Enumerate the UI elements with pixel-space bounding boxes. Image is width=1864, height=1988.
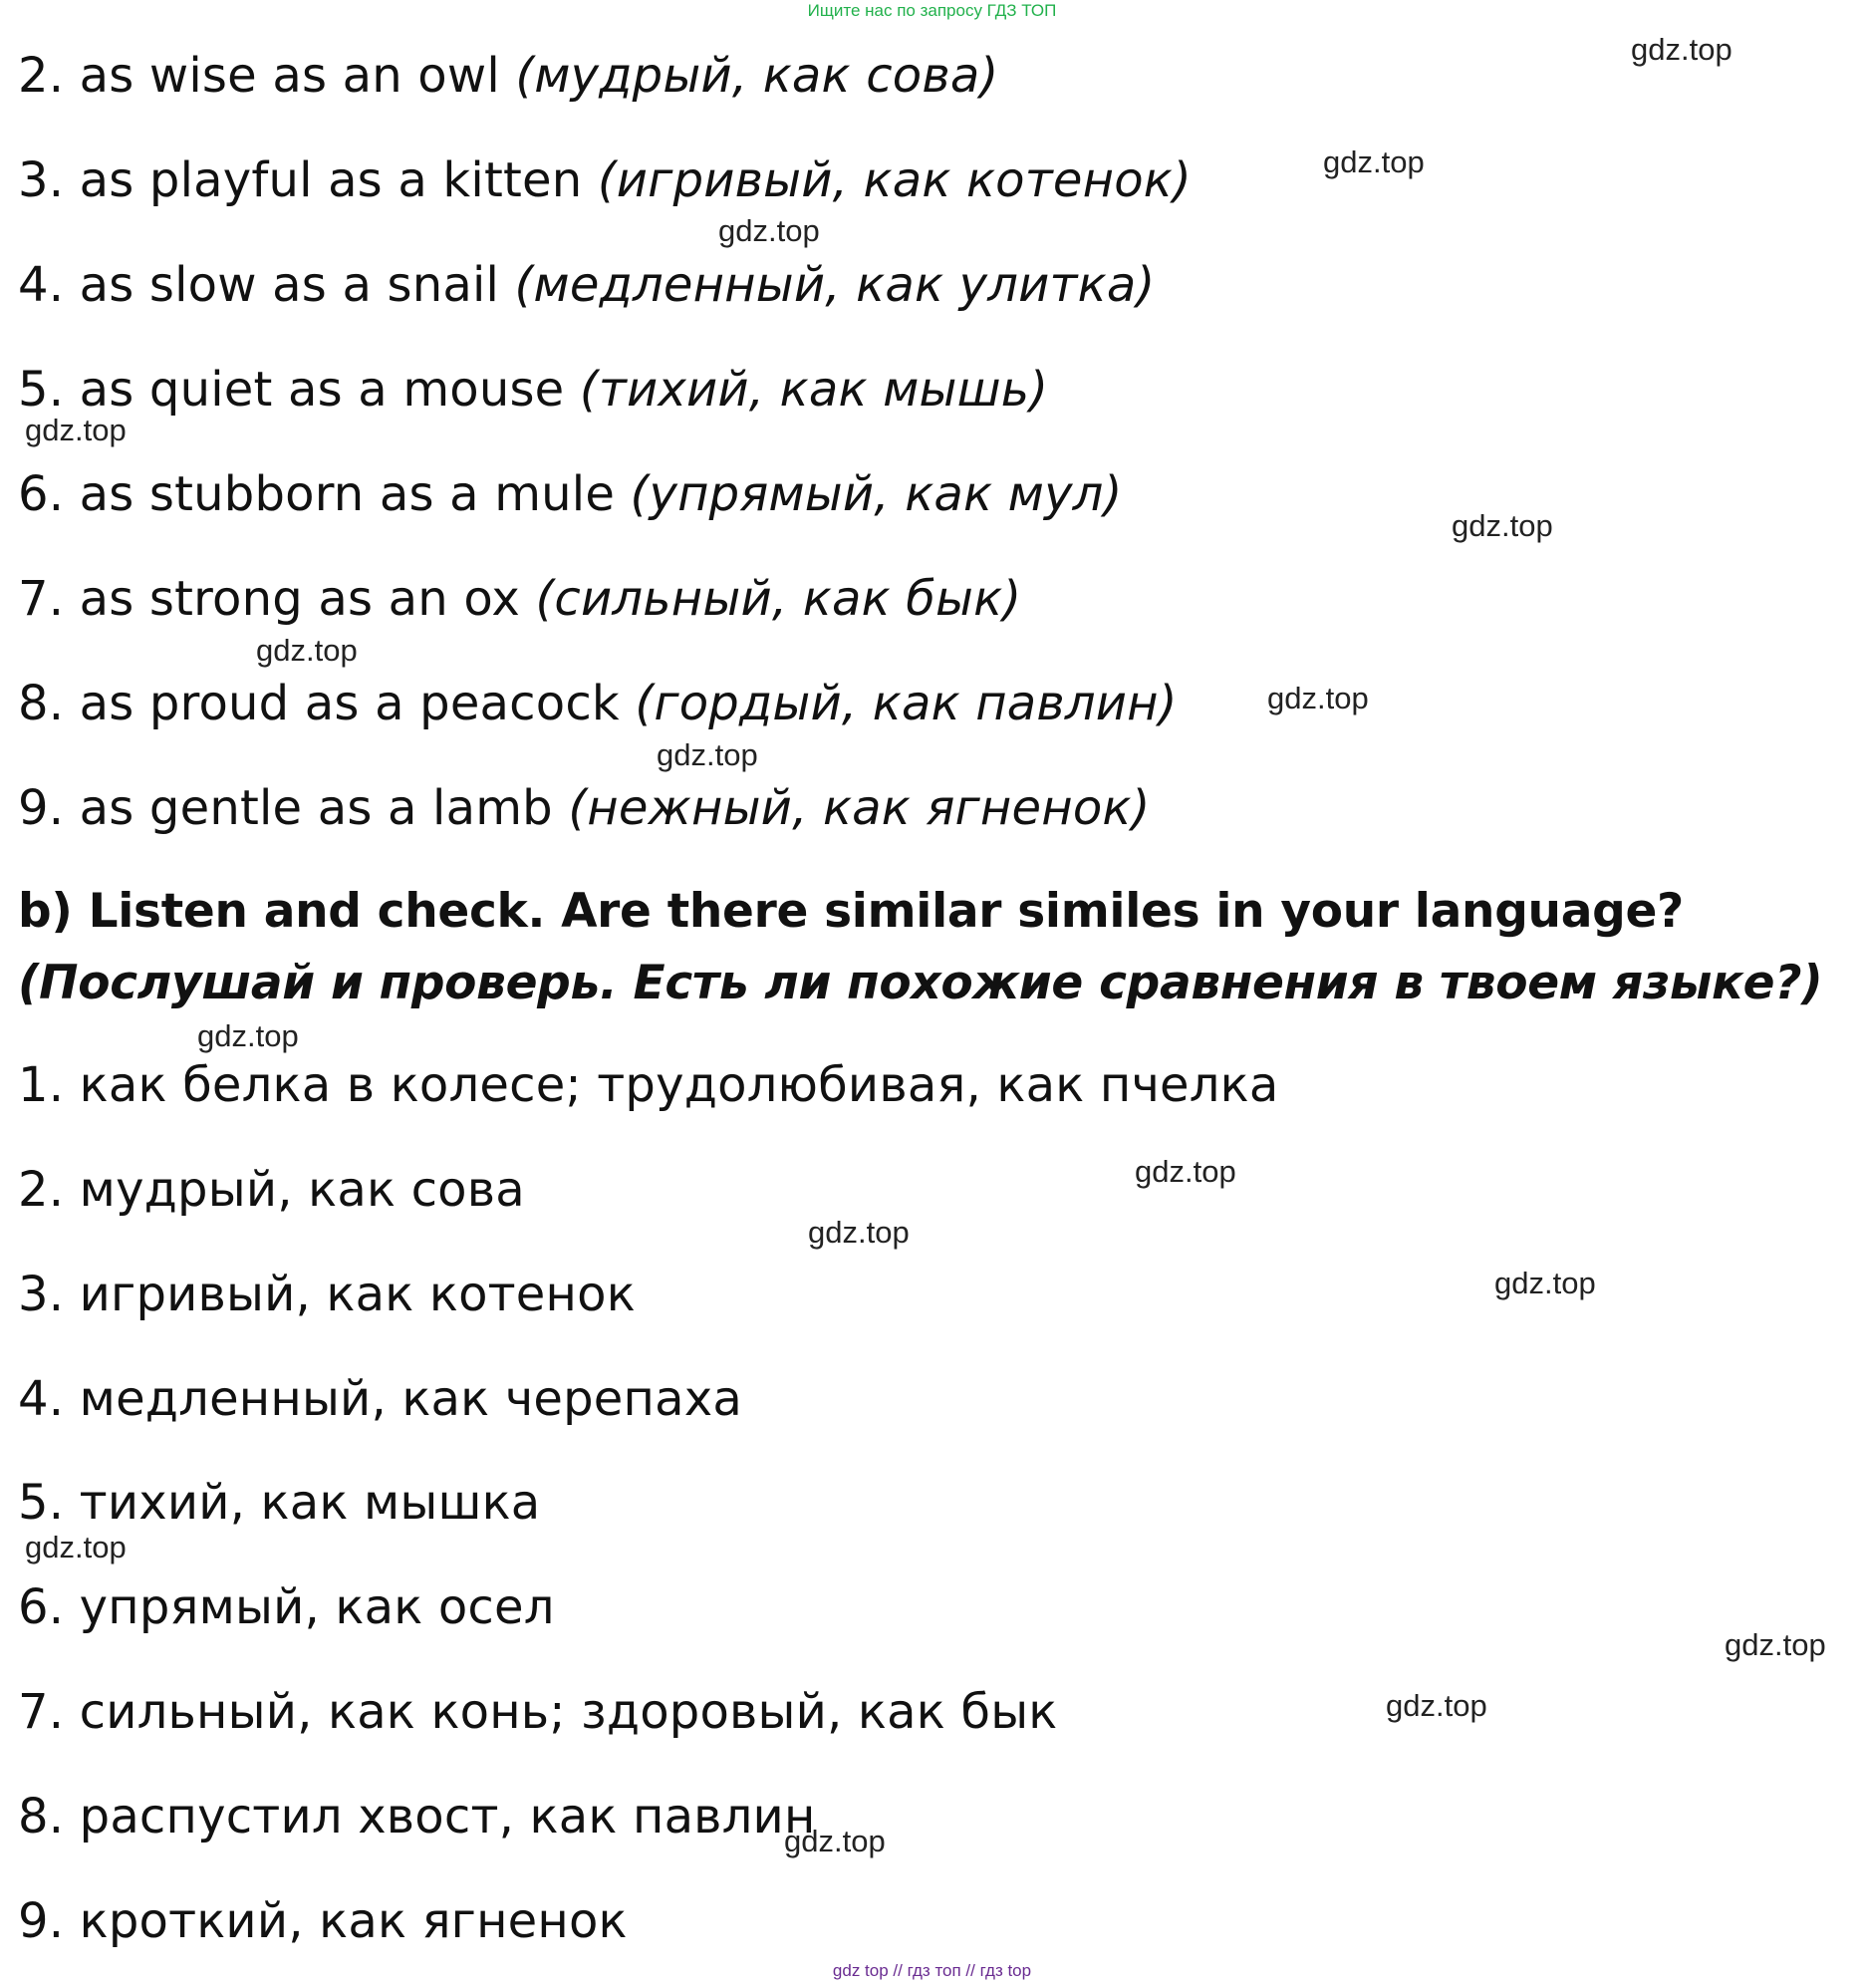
watermark: gdz.top bbox=[784, 1824, 886, 1858]
list-item-a3 bbox=[18, 152, 1192, 208]
section-b-title-en: b) Listen and check. Are there similar similes in your language? bbox=[18, 884, 1684, 939]
list-item-a5 bbox=[18, 362, 1048, 418]
list-item-a9 bbox=[18, 780, 1151, 836]
simile-ru: (мудрый, как сова) bbox=[515, 48, 999, 104]
simile-ru: (медленный, как улитка) bbox=[514, 257, 1156, 313]
simile-ru: (игривый, как котенок) bbox=[597, 152, 1192, 208]
list-item-a6 bbox=[18, 466, 1123, 522]
simile-en: 8. as proud as a peacock bbox=[18, 676, 620, 731]
watermark: gdz.top bbox=[718, 213, 820, 248]
simile-ru: (сильный, как бык) bbox=[535, 571, 1022, 627]
watermark: gdz.top bbox=[1135, 1154, 1236, 1189]
top-banner: Ищите нас по запросу ГДЗ ТОП bbox=[807, 1, 1057, 20]
simile-ru: (тихий, как мышь) bbox=[579, 362, 1049, 418]
watermark: gdz.top bbox=[197, 1018, 299, 1053]
list-item-b4: 4. медленный, как черепаха bbox=[18, 1371, 742, 1427]
list-item-b1: 1. как белка в колесе; трудолюбивая, как пчелка bbox=[18, 1057, 1279, 1113]
simile-en: 5. as quiet as a mouse bbox=[18, 362, 565, 418]
simile-en: 3. as playful as a kitten bbox=[18, 152, 583, 208]
watermark: gdz.top bbox=[25, 413, 127, 447]
simile-ru: (упрямый, как мул) bbox=[630, 466, 1123, 522]
watermark: gdz.top bbox=[256, 633, 358, 668]
watermark: gdz.top bbox=[1323, 144, 1425, 179]
watermark: gdz.top bbox=[1725, 1627, 1826, 1662]
list-item-b5: 5. тихий, как мышка bbox=[18, 1475, 541, 1531]
simile-en: 6. as stubborn as a mule bbox=[18, 466, 616, 522]
watermark: gdz.top bbox=[657, 737, 758, 772]
watermark: gdz.top bbox=[808, 1215, 910, 1250]
list-item-a2 bbox=[18, 48, 998, 104]
list-item-b7: 7. сильный, как конь; здоровый, как бык bbox=[18, 1684, 1058, 1740]
watermark: gdz.top bbox=[1452, 508, 1553, 543]
list-item-b2: 2. мудрый, как сова bbox=[18, 1162, 525, 1218]
watermark: gdz.top bbox=[1267, 681, 1369, 715]
watermark: gdz.top bbox=[1631, 32, 1732, 67]
simile-ru: (нежный, как ягненок) bbox=[568, 780, 1151, 836]
list-item-a7 bbox=[18, 571, 1021, 627]
watermark: gdz.top bbox=[1386, 1688, 1487, 1723]
list-item-b3: 3. игривый, как котенок bbox=[18, 1267, 636, 1322]
list-item-b8: 8. распустил хвост, как павлин bbox=[18, 1789, 816, 1845]
simile-en: 9. as gentle as a lamb bbox=[18, 780, 553, 836]
list-item-b6: 6. упрямый, как осел bbox=[18, 1579, 555, 1635]
simile-en: 7. as strong as an ox bbox=[18, 571, 521, 627]
section-b-heading bbox=[18, 876, 1851, 1019]
list-item-a8 bbox=[18, 676, 1178, 731]
simile-en: 4. as slow as a snail bbox=[18, 257, 500, 313]
simile-ru: (гордый, как павлин) bbox=[635, 676, 1178, 731]
watermark: gdz.top bbox=[1494, 1266, 1596, 1300]
list-item-b9: 9. кроткий, как ягненок bbox=[18, 1893, 628, 1949]
watermark: gdz.top bbox=[25, 1530, 127, 1564]
footer-links: gdz top // гдз топ // гдз top bbox=[832, 1961, 1032, 1980]
section-b-title-ru: (Послушай и проверь. Есть ли похожие сравнения в твоем языке?) bbox=[18, 956, 1823, 1010]
list-item-a4 bbox=[18, 257, 1155, 313]
simile-en: 2. as wise as an owl bbox=[18, 48, 500, 104]
